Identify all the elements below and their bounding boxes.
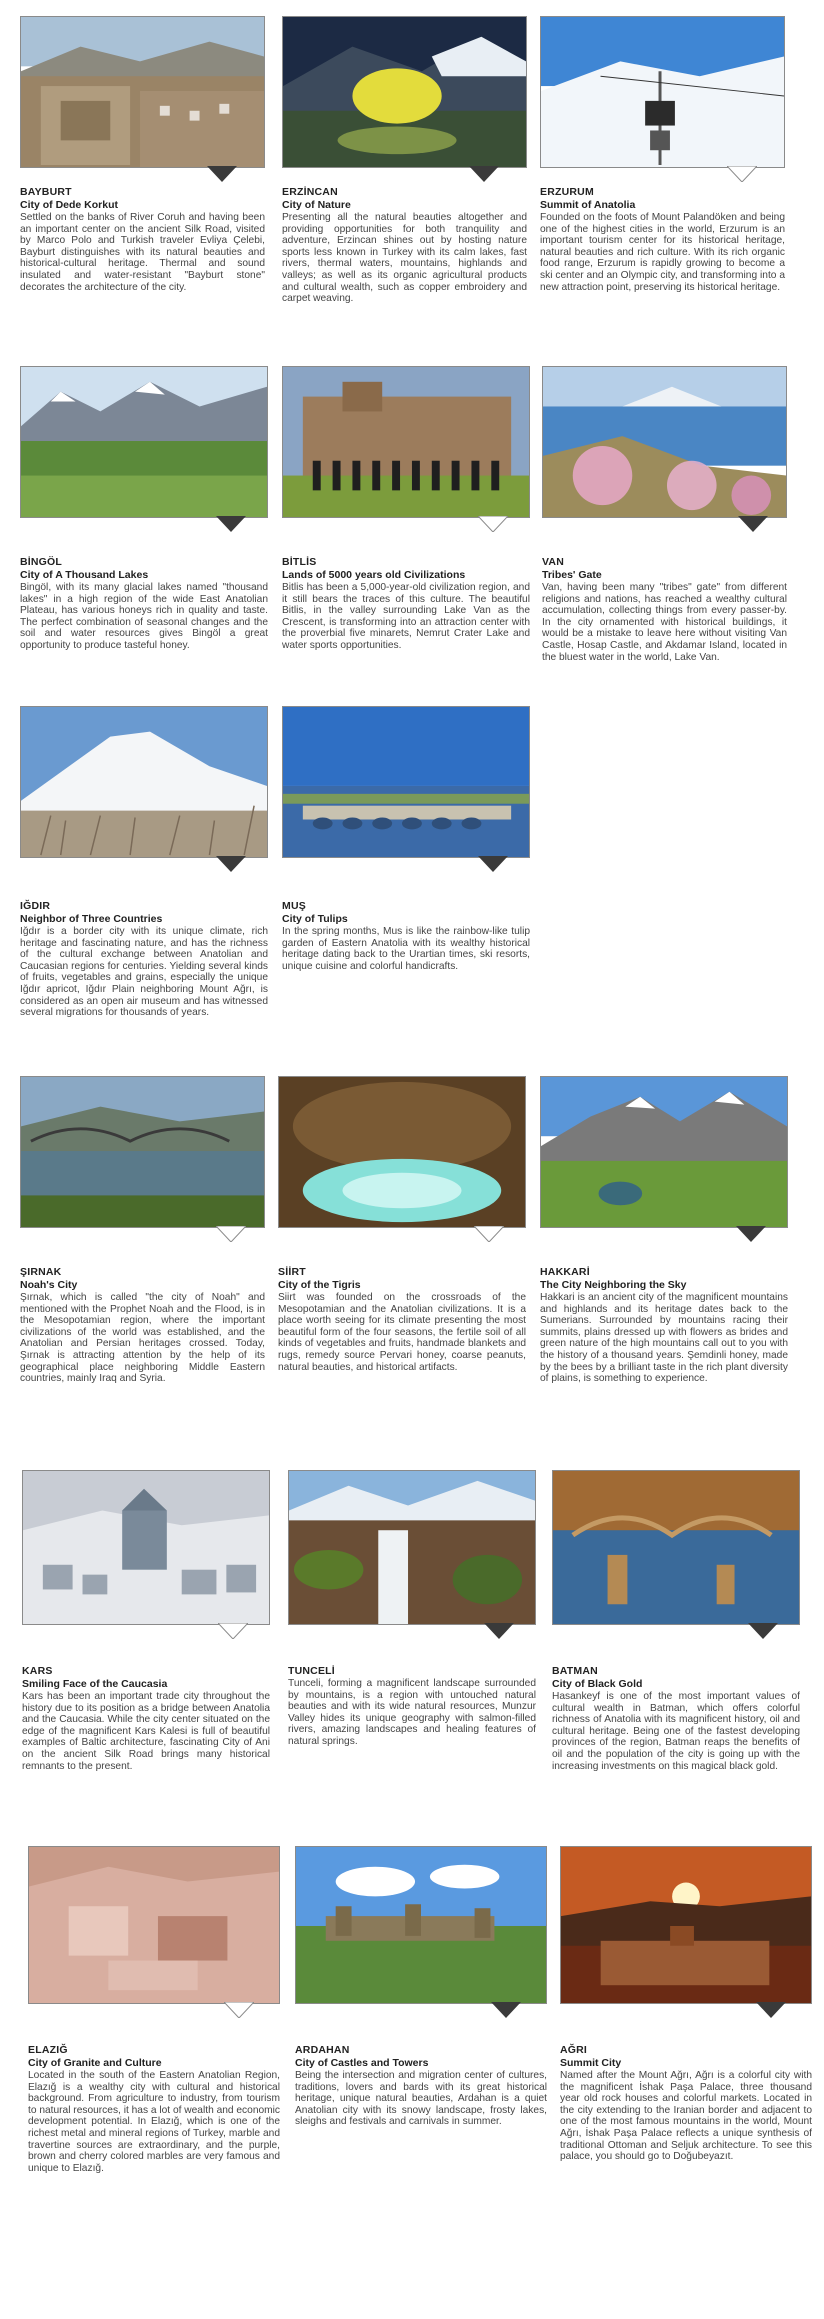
city-description: Located in the south of the Eastern Anatolian Region, Elazığ is a wealthy city with cultural and historical background. From agriculture to industry, from tourism to natural resources, it has a lot of wealth and economic development potential. In Elazığ, which is one of the richest metal and mineral regions of Turkey, marble and travertine sources are extraordinary, and the purple, brown and cherry colored marbles are very famous and unique to Elazığ. [28, 2070, 280, 2174]
tab-dark-icon [216, 856, 246, 872]
tab-dark-icon [469, 166, 499, 182]
city-description: Kars has been an important trade city throughout the history due to its position as a bridge between Anatolia and the Caucasia. While the city center situated on the edge of the magnificent Kars Kalesi is full of beautiful examples of Baltic architecture, fascinating City of Ani on the ancient Silk Road brings many historical remnants to the present. [22, 1691, 270, 1772]
tab-light-icon [224, 2002, 254, 2018]
city-card-van [542, 366, 787, 663]
city-motto: Smiling Face of the Caucasia [22, 1678, 168, 1690]
city-card-bitlis [282, 366, 530, 652]
tab-dark-icon [738, 516, 768, 532]
city-card-mus [282, 706, 530, 972]
tab-dark-icon [748, 1623, 778, 1639]
city-card-bingol [20, 366, 268, 652]
city-description: Being the intersection and migration center of cultures, traditions, lovers and bards with its great historical heritage, unique natural beauties, Ardahan is a quiet Anatolian city with its snowy landscape, frosty lakes, sleighs and festivals and carnivals in summer. [295, 2070, 547, 2128]
tab-light-icon [727, 166, 757, 182]
city-card-erzincan [282, 16, 527, 305]
tab-light-icon [478, 516, 508, 532]
city-name: ARDAHAN [295, 2044, 350, 2056]
city-description: Şırnak, which is called "the city of Noah" and mentioned with the Prophet Noah and the Flood, is in the Mesopotamian region, where the important civilizations of the world was established, and the Anatolian and Persian heritages crossed. Today, Şırnak is attracting attention by the help of its geographical place neighboring Middle Eastern countries, mainly Iraq and Syria. [20, 1292, 265, 1385]
city-name: ŞIRNAK [20, 1266, 62, 1278]
city-motto: City of Castles and Towers [295, 2057, 429, 2069]
city-card-batman [552, 1470, 800, 1772]
tab-dark-icon [736, 1226, 766, 1242]
city-description: Van, having been many "tribes" gate" from different religions and nations, has reached a wealthy cultural accumulation, collecting things from every passer-by. In the city ornamented with historical buildings, it would be a mistake to leave here without visiting Van Castle, Hosap Castle, and Akdamar Island, located in the bluest water in the world, Lake Van. [542, 582, 787, 663]
elazig-photo [28, 1846, 280, 2004]
city-motto: Noah's City [20, 1279, 78, 1291]
city-name: BATMAN [552, 1665, 598, 1677]
city-description: Siirt was founded on the crossroads of the Mesopotamian and the Anatolian civilizations. It is a place worth seeing for its climate presenting the most beautiful form of the four seasons, the fertile soil of all kinds of vegetables and fruits, handmade blankets and rugs, remedy source Pervari honey, coarse peanuts, natural beauties, and historical artifacts. [278, 1292, 526, 1373]
city-name: ERZURUM [540, 186, 594, 198]
batman-photo [552, 1470, 800, 1625]
city-name: BAYBURT [20, 186, 72, 198]
city-motto: Tribes' Gate [542, 569, 602, 581]
kars-photo [22, 1470, 270, 1625]
city-name: KARS [22, 1665, 53, 1677]
city-description: In the spring months, Mus is like the rainbow-like tulip garden of Eastern Anatolia with its wealthy historical heritage dating back to the Urartian times, ski resorts, unique cuisine and colorful handicrafts. [282, 926, 530, 972]
city-name: ERZİNCAN [282, 186, 338, 198]
city-description: Tunceli, forming a magnificent landscape surrounded by mountains, is a region with untouched natural beauties and with its wide natural resources, Munzur Valley hides its unique geography with salmon-filled rivers, amazing landscapes and healing features of natural springs. [288, 1678, 536, 1747]
city-description: Bitlis has been a 5,000-year-old civilization region, and it still bears the traces of this culture. The beautiful Bitlis, in the valley surrounding Lake Van as the Crescent, is transforming into an attraction center with the proverbial five minarets, Nemrut Crater Lake and water sports opportunities. [282, 582, 530, 651]
city-name: IĞDIR [20, 900, 51, 912]
city-card-tunceli [288, 1470, 536, 1748]
city-motto: City of Tulips [282, 913, 348, 925]
city-name: TUNCELİ [288, 1665, 335, 1677]
city-description: Hakkari is an ancient city of the magnificent mountains and highlands and its heritage dates back to the Sumerians. Surrounded by mountains racing their summits, plains dressed up with flowers as brides and green nature of the high mountains call out to you with the history of a thousand years. Şemdinli honey, made by the bees by a brilliant taste in the rich plant diversity of plains, is something to experience. [540, 1292, 788, 1385]
city-name: VAN [542, 556, 564, 568]
city-card-kars [22, 1470, 270, 1772]
tab-dark-icon [207, 166, 237, 182]
city-description: Named after the Mount Ağrı, Ağrı is a colorful city with the magnificent İshak Paşa Palace, three thousand year old rock houses and colorful markets. Located in the city extending to the Iranian border and adjacent to one of the most famous mountains in the world, Mount Ağrı, İshak Paşa Palace reflects a unique synthesis of traditional Ottoman and Seljuk architecture. To see this palace, you should go to Doğubeyazıt. [560, 2070, 812, 2163]
city-motto: City of Nature [282, 199, 351, 211]
siirt-photo [278, 1076, 526, 1228]
ardahan-photo [295, 1846, 547, 2004]
city-description: Settled on the banks of River Coruh and having been an important center on the ancient Silk Road, visited by Marco Polo and Turkish traveler Evliya Çelebi, Bayburt distinguishes with its natural beauties and historical-cultural heritage. Thermal and sound insulated and water-resistant "Bayburt stone" decorates the architecture of the city. [20, 212, 265, 293]
city-card-igdir [20, 706, 268, 1019]
tab-dark-icon [484, 1623, 514, 1639]
bingol-photo [20, 366, 268, 518]
city-name: BİNGÖL [20, 556, 63, 568]
city-card-sirnak [20, 1076, 265, 1385]
sirnak-photo [20, 1076, 265, 1228]
city-name: HAKKARİ [540, 1266, 590, 1278]
city-motto: City of Granite and Culture [28, 2057, 162, 2069]
city-card-siirt [278, 1076, 526, 1373]
bayburt-photo [20, 16, 265, 168]
tab-light-icon [474, 1226, 504, 1242]
city-description: Presenting all the natural beauties altogether and providing opportunities for both tranquility and adventure, Erzincan shines out by hosting nature sports less known in Turkey with its calm lakes, fast rivers, thermal waters, mountains, highlands and valleys; as well as its organic agricultural products and cultural wealth, such as copper embroidery and carpet weaving. [282, 212, 527, 305]
mus-photo [282, 706, 530, 858]
city-name: AĞRI [560, 2044, 588, 2056]
city-motto: City of Dede Korkut [20, 199, 119, 211]
city-motto: City of Black Gold [552, 1678, 643, 1690]
bitlis-photo [282, 366, 530, 518]
city-description: Bingöl, with its many glacial lakes named "thousand lakes" in a high region of the wide East Anatolian Plateau, has various honeys rich in quality and taste. The perfect combination of seasonal changes and the soil and water resources gives Bingöl a great opportunity to produce tasteful honey. [20, 582, 268, 651]
city-card-elazig [28, 1846, 280, 2174]
tab-dark-icon [756, 2002, 786, 2018]
city-card-hakkari [540, 1076, 788, 1385]
city-card-erzurum [540, 16, 785, 293]
city-description: Hasankeyf is one of the most important values of cultural wealth in Batman, which offers colorful richness of Anatolia with its magnificent history, oil and cultural heritage. Being one of the fastest developing provinces of the region, Batman reaps the benefits of oil and the population of the city is going up with the increasing investments on this magical black gold. [552, 1691, 800, 1772]
city-description: Founded on the foots of Mount Palandöken and being one of the highest cities in the world, Erzurum is an important tourism center for its historical heritage, natural beauties and rich culture. With its rich organic food range, Erzurum is rapidly growing to become a ski center and an Olympic city, and transforming into a new attraction point, preserving its historical heritage. [540, 212, 785, 293]
city-motto: City of A Thousand Lakes [20, 569, 149, 581]
tab-light-icon [218, 1623, 248, 1639]
city-name: BİTLİS [282, 556, 317, 568]
city-motto: City of the Tigris [278, 1279, 361, 1291]
erzurum-photo [540, 16, 785, 168]
city-name: SİİRT [278, 1266, 306, 1278]
van-photo [542, 366, 787, 518]
tunceli-photo [288, 1470, 536, 1625]
city-card-bayburt [20, 16, 265, 293]
city-motto: Summit of Anatolia [540, 199, 636, 211]
hakkari-photo [540, 1076, 788, 1228]
erzincan-photo [282, 16, 527, 168]
tab-dark-icon [216, 516, 246, 532]
city-description: Iğdır is a border city with its unique climate, rich heritage and fascinating nature, and has the richness of the cultural exchange between Anatolian and Caucasian regions for centuries. Yielding several kinds of fruits, vegetables and grains, especially the unique Iğdır apricot, Iğdır Plain neighboring Mount Ağrı, is considered as an open air museum and has witnessed several migrations for thousands of years. [20, 926, 268, 1019]
agri-photo [560, 1846, 812, 2004]
igdir-photo [20, 706, 268, 858]
city-motto: Summit City [560, 2057, 622, 2069]
tab-light-icon [216, 1226, 246, 1242]
city-motto: Neighbor of Three Countries [20, 913, 163, 925]
city-motto: The City Neighboring the Sky [540, 1279, 687, 1291]
tab-dark-icon [478, 856, 508, 872]
tab-dark-icon [491, 2002, 521, 2018]
city-motto: Lands of 5000 years old Civilizations [282, 569, 466, 581]
city-card-ardahan [295, 1846, 547, 2128]
city-card-agri [560, 1846, 812, 2163]
city-name: MUŞ [282, 900, 306, 912]
city-name: ELAZIĞ [28, 2044, 68, 2056]
